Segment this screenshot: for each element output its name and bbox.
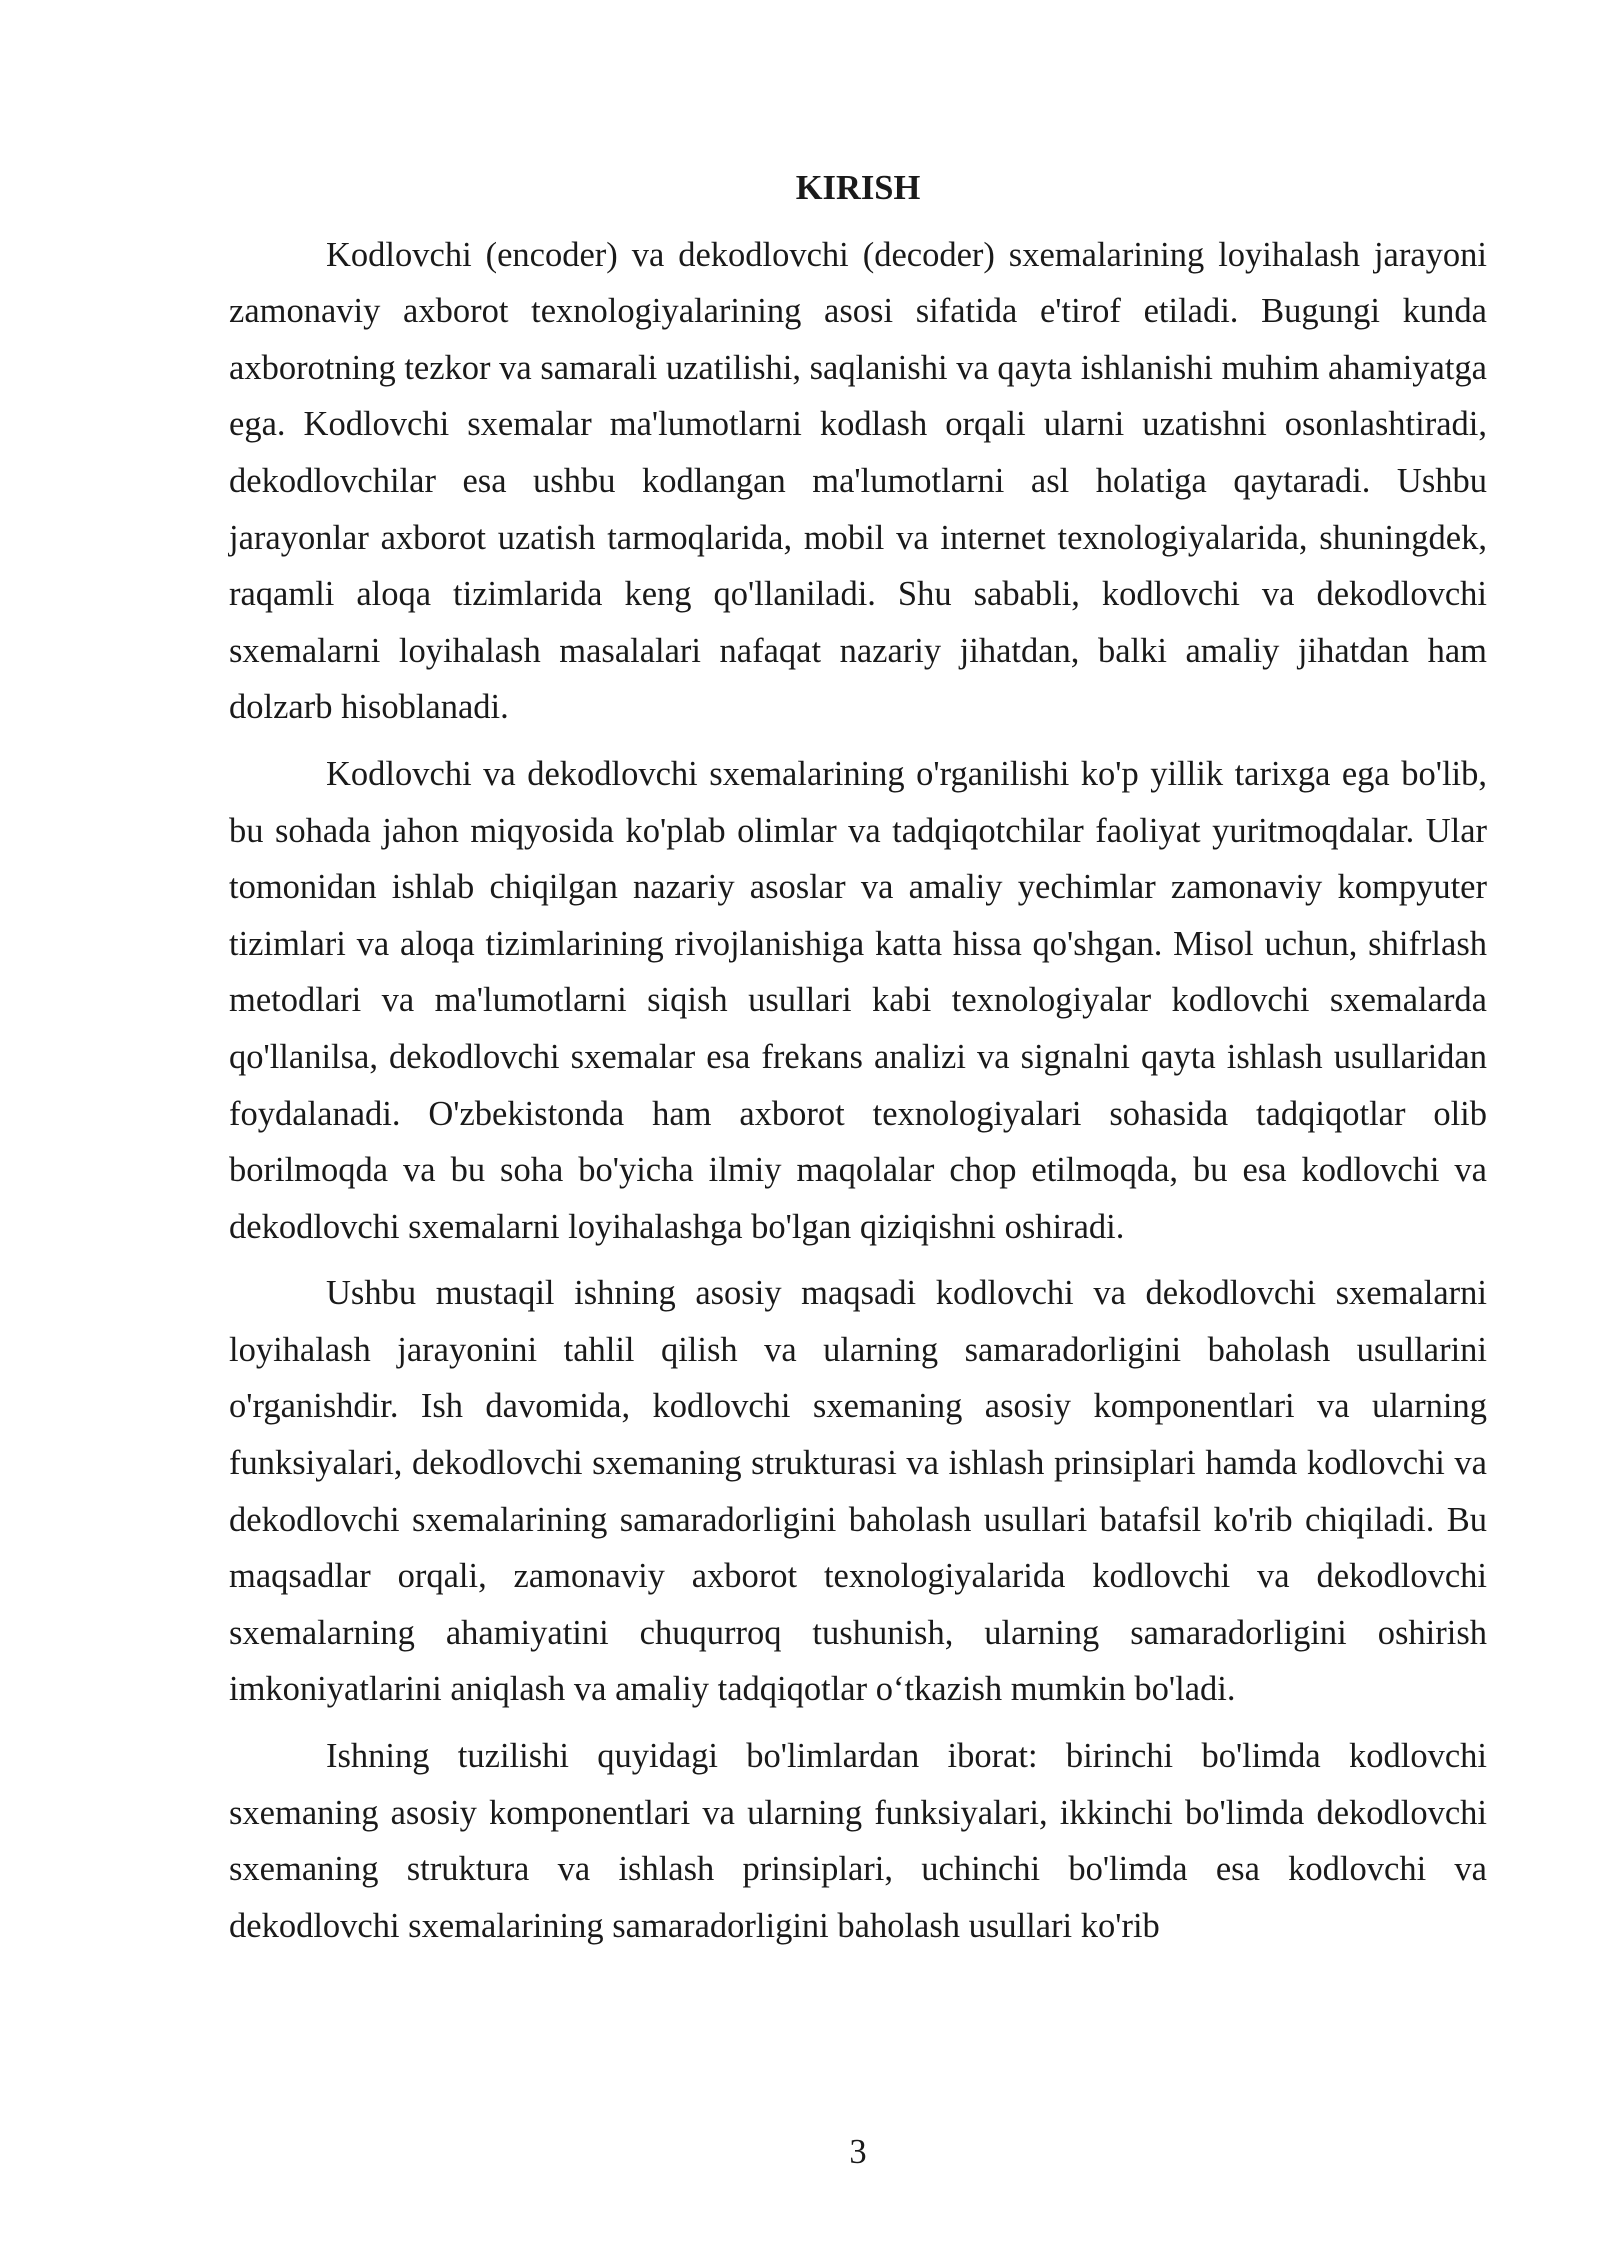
paragraph-1: Kodlovchi (encoder) va dekodlovchi (decoder) sxemalarining loyihalash jarayoni zamonaviy axborot texnologiyalarining asosi sifatida e'tirof etiladi. Bugungi kunda axborotning tezkor va samarali uzatilishi, saqlanishi va qayta ishlanishi muhim ahamiyatga ega. Kodlovchi sxemalar ma'lumotlarni kodlash orqali ularni uzatishni osonlashtiradi, dekodlovchilar esa ushbu kodlangan ma'lumotlarni asl holatiga qaytaradi. Ushbu jarayonlar axborot uzatish tarmoqlarida, mobil va internet texnologiyalarida, shuningdek, raqamli aloqa tizimlarida keng qo'llaniladi. Shu sababli, kodlovchi va dekodlovchi sxemalarni loyihalash masalalari nafaqat nazariy jihatdan, balki amaliy jihatdan ham dolzarb hisoblanadi. bbox=[229, 235, 1487, 727]
paragraph-4: Ishning tuzilishi quyidagi bo'limlardan iborat: birinchi bo'limda kodlovchi sxemaning asosiy komponentlari va ularning funksiyalari, ikkinchi bo'limda dekodlovchi sxemaning struktura va ishlash prinsiplari, uchinchi bo'limda esa kodlovchi va dekodlovchi sxemalarining samaradorligini baholash usullari ko'rib bbox=[229, 1737, 1487, 1945]
paragraph-3: Ushbu mustaqil ishning asosiy maqsadi kodlovchi va dekodlovchi sxemalarni loyihalash jarayonini tahlil qilish va ularning samaradorligini baholash usullarini o'rganishdir. Ish davomida, kodlovchi sxemaning asosiy komponentlari va ularning funksiyalari, dekodlovchi sxemaning strukturasi va ishlash prinsiplari hamda kodlovchi va dekodlovchi sxemalarining samaradorligini baholash usullari batafsil ko'rib chiqiladi. Bu maqsadlar orqali, zamonaviy axborot texnologiyalarida kodlovchi va dekodlovchi sxemalarning ahamiyatini chuqurroq tushunish, ularning samaradorligini oshirish imkoniyatlarini aniqlash va amaliy tadqiqotlar o‘tkazish mumkin bo'ladi. bbox=[229, 1274, 1487, 1709]
page-number: 3 bbox=[849, 2133, 867, 2171]
page-body bbox=[229, 160, 1487, 1954]
section-heading: KIRISH bbox=[795, 169, 921, 207]
paragraph-2: Kodlovchi va dekodlovchi sxemalarining o'rganilishi ko'p yillik tarixga ega bo'lib, bu sohada jahon miqyosida ko'plab olimlar va tadqiqotchilar faoliyat yuritmoqdalar. Ular tomonidan ishlab chiqilgan nazariy asoslar va amaliy yechimlar zamonaviy kompyuter tizimlari va aloqa tizimlarining rivojlanishiga katta hissa qo'shgan. Misol uchun, shifrlash metodlari va ma'lumotlarni siqish usullari kabi texnologiyalar kodlovchi sxemalarda qo'llanilsa, dekodlovchi sxemalar esa frekans analizi va signalni qayta ishlash usullaridan foydalanadi. O'zbekistonda ham axborot texnologiyalari sohasida tadqiqotlar olib borilmoqda va bu soha bo'yicha ilmiy maqolalar chop etilmoqda, bu esa kodlovchi va dekodlovchi sxemalarni loyihalashga bo'lgan qiziqishni oshiradi. bbox=[229, 754, 1487, 1246]
